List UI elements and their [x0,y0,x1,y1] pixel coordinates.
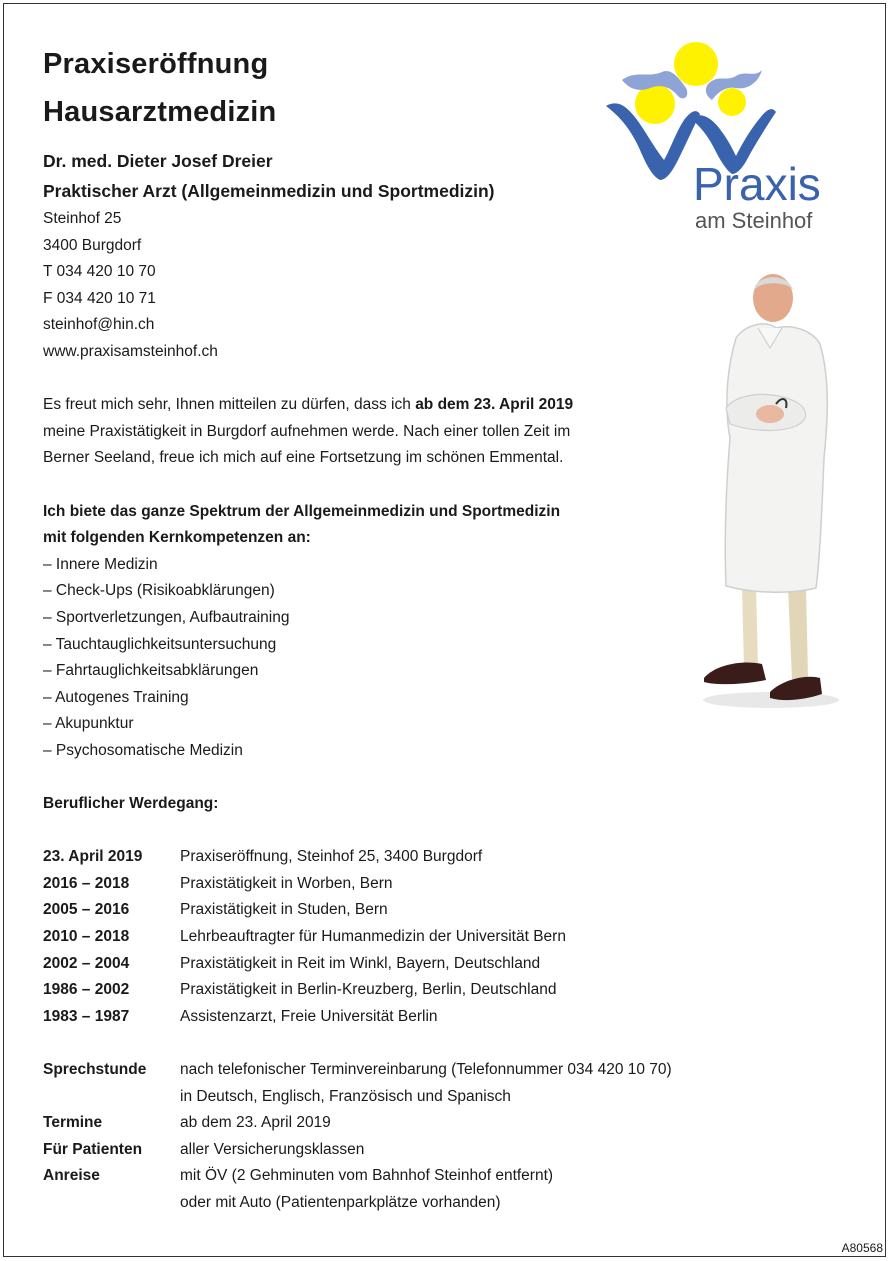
table-row [43,1004,643,1031]
info-text: mit ÖV (2 Gehminuten vom Bahnhof Steinhof entfernt) [180,1167,554,1185]
career-text: Praxiseröffnung, Steinhof 25, 3400 Burgdorf [180,848,483,866]
career-text: Praxistätigkeit in Reit im Winkl, Bayern, Deutschland [180,954,541,972]
table-row [43,1190,643,1217]
career-text: Praxistätigkeit in Studen, Bern [180,901,388,919]
career-period: 1986 – 2002 [43,981,130,999]
info-label [43,1084,180,1111]
intro-text-3: Berner Seeland, freue ich mich auf eine Fortsetzung im schönen Emmental. [43,449,564,467]
sun-small-icon [718,88,746,116]
info-label: Termine [43,1114,103,1132]
career-text: Praxistätigkeit in Worben, Bern [180,874,393,892]
contact-city: 3400 Burgdorf [43,236,142,254]
doctor-photo [696,268,846,718]
info-text: aller Versicherungsklassen [180,1140,365,1158]
info-text: ab dem 23. April 2019 [180,1114,331,1132]
contact-block [43,206,643,366]
info-label: Anreise [43,1167,100,1185]
career-period: 2005 – 2016 [43,901,130,919]
table-row [43,897,643,924]
logo-word-am-steinhof: am Steinhof [695,208,813,233]
info-label: Sprechstunde [43,1061,147,1078]
table-row [43,1110,643,1137]
career-text: Assistenzarzt, Freie Universität Berlin [180,1007,438,1025]
career-period: 1983 – 1987 [43,1007,130,1025]
table-row [43,924,643,951]
list-item: – Akupunktur [43,715,134,733]
ad-code: A80568 [841,1241,883,1255]
sun-left-icon [635,84,675,124]
spectrum-heading-2: mit folgenden Kernkompetenzen an: [43,529,311,547]
doctor-name: Dr. med. Dieter Josef Dreier [43,151,273,171]
career-period: 2002 – 2004 [43,954,130,972]
contact-phone: T 034 420 10 70 [43,263,156,281]
shoe-left [704,663,766,685]
contact-street: Steinhof 25 [43,210,122,227]
info-text: oder mit Auto (Patientenparkplätze vorhanden) [180,1193,501,1211]
list-item: – Innere Medizin [43,555,158,573]
info-text: nach telefonischer Terminvereinbarung (Telefonnummer 034 420 10 70) [180,1061,672,1078]
table-row [43,977,643,1004]
intro-date: ab dem 23. April 2019 [415,396,574,414]
career-period: 2016 – 2018 [43,874,130,892]
table-row [43,1163,643,1190]
list-item: – Sportverletzungen, Aufbautraining [43,608,290,626]
contact-email: steinhof@hin.ch [43,316,155,334]
info-label: Für Patienten [43,1140,143,1158]
info-table [43,1057,672,1217]
list-item: – Psychosomatische Medizin [43,741,243,759]
contact-website: www.praxisamsteinhof.ch [43,342,218,360]
table-row [43,1084,643,1111]
contact-fax: F 034 420 10 71 [43,289,156,307]
table-row [43,1137,643,1164]
trouser-left [742,586,758,670]
trouser-right [788,586,808,680]
career-text: Praxistätigkeit in Berlin-Kreuzberg, Berlin, Deutschland [180,981,557,999]
page-title-line2: Hausarztmedizin [43,96,277,128]
career-period: 23. April 2019 [43,848,143,866]
intro-text-2: meine Praxistätigkeit in Burgdorf aufnehmen werde. Nach einer tollen Zeit im [43,422,571,440]
hands [756,405,784,423]
ad-content [43,40,672,1217]
doctor-role: Praktischer Arzt (Allgemeinmedizin und Sportmedizin) [43,181,495,201]
intro-paragraph [43,392,643,472]
list-item: – Tauchtauglichkeitsuntersuchung [43,635,277,653]
career-period: 2010 – 2018 [43,928,130,946]
info-text: in Deutsch, Englisch, Französisch und Spanisch [180,1087,511,1105]
list-item: – Fahrtauglichkeitsabklärungen [43,662,259,680]
list-item: – Check-Ups (Risikoabklärungen) [43,582,275,600]
table-row [43,1057,672,1084]
table-row [43,844,643,871]
page-title-line1: Praxiseröffnung [43,48,269,80]
spectrum-heading-1: Ich biete das ganze Spektrum der Allgemeinmedizin und Sportmedizin [43,502,561,520]
intro-text-1: Es freut mich sehr, Ihnen mitteilen zu dürfen, dass ich [43,396,416,414]
praxis-logo [600,40,860,240]
info-label [43,1190,180,1217]
table-row [43,871,643,898]
list-item: – Autogenes Training [43,688,189,706]
table-row [43,951,643,978]
competence-list [43,552,643,765]
career-table [43,844,643,1030]
logo-word-praxis: Praxis [693,158,821,210]
career-text: Lehrbeauftragter für Humanmedizin der Universität Bern [180,928,566,946]
sun-large-icon [674,42,718,86]
lab-coat [725,324,827,592]
career-heading: Beruflicher Werdegang: [43,795,219,813]
